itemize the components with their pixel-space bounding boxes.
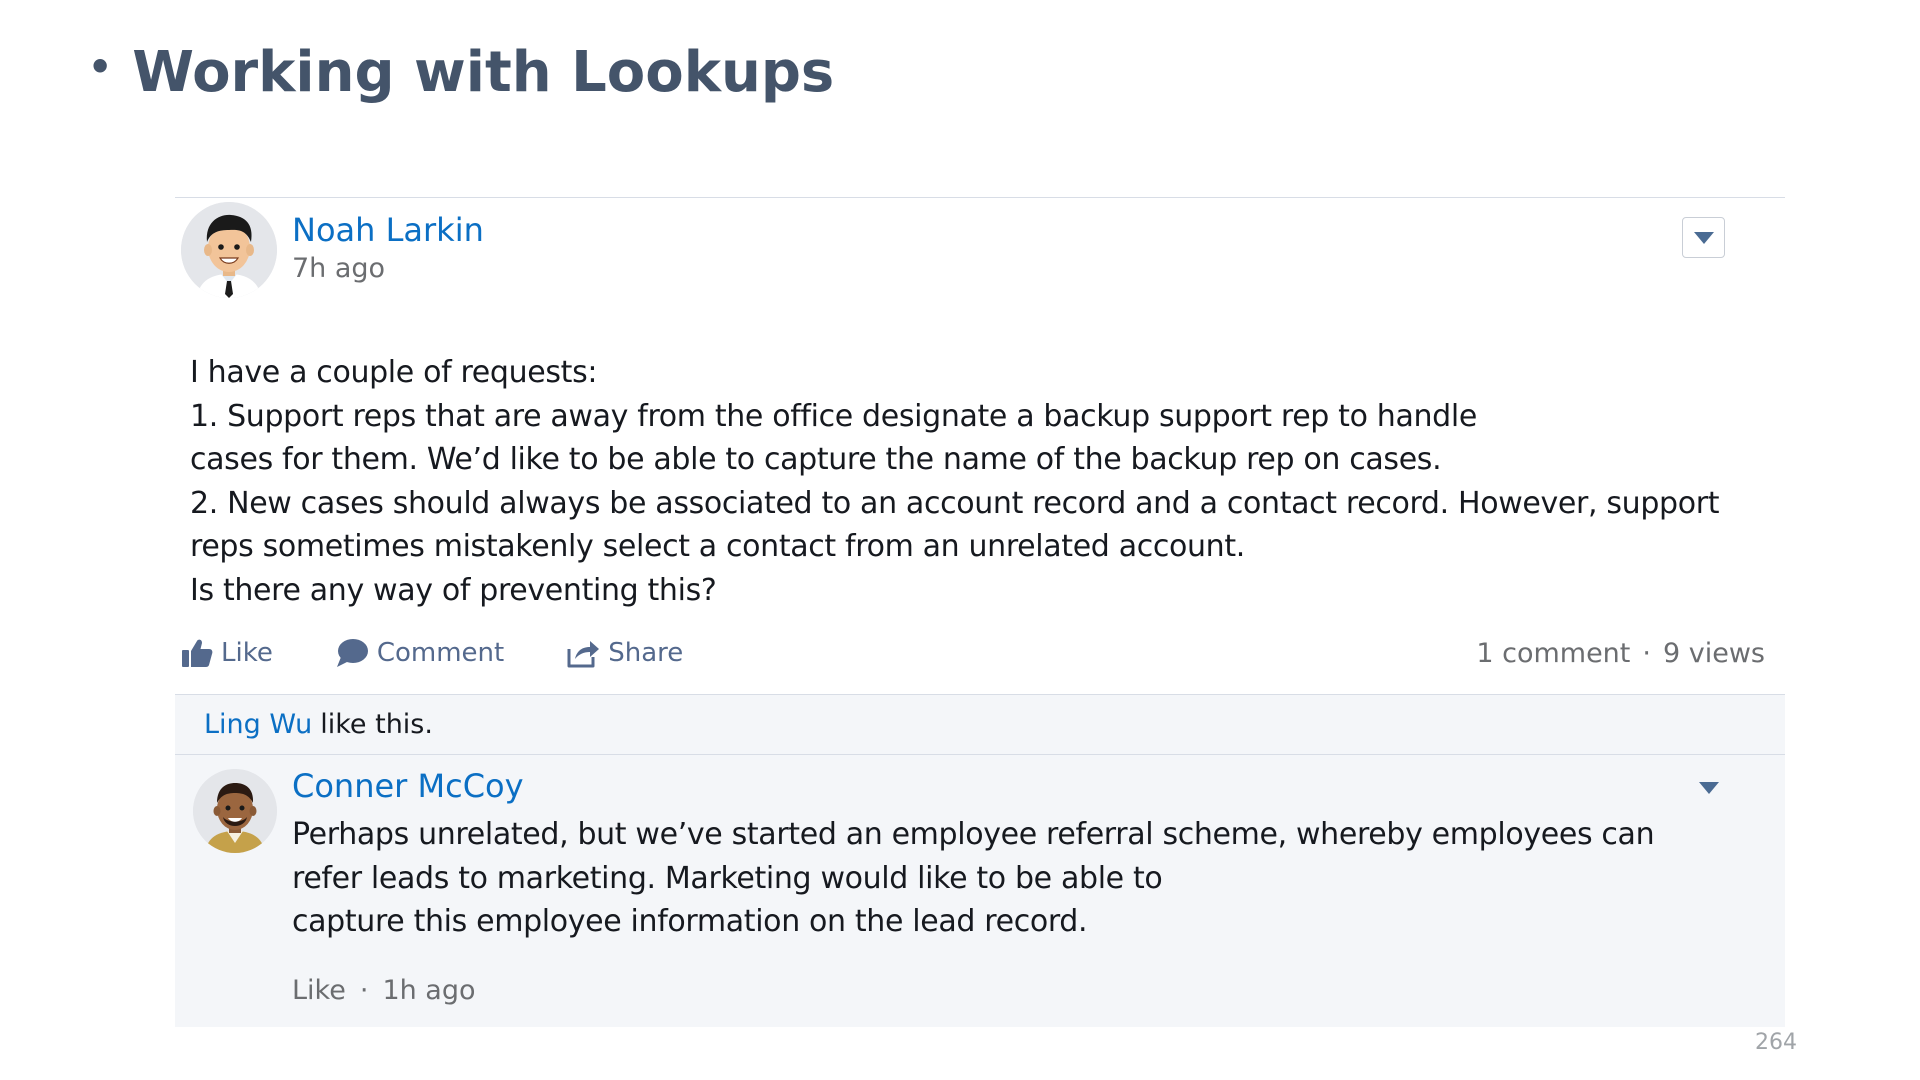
post-body <box>190 351 1750 612</box>
post-body-line: I have a couple of requests: <box>190 355 598 390</box>
thumbs-up-icon <box>181 638 213 668</box>
comment-count[interactable]: 1 comment <box>1476 637 1631 669</box>
chevron-down-icon <box>1699 782 1719 794</box>
author-avatar[interactable] <box>181 202 277 298</box>
liker-link[interactable]: Ling Wu <box>204 709 313 740</box>
comment-item <box>175 755 1785 1027</box>
comment-body-line: capture this employee information on the lead record. <box>292 904 1088 939</box>
title-bullet: • <box>88 44 113 89</box>
post-author-link[interactable]: Noah Larkin <box>292 211 484 249</box>
view-count: 9 views <box>1662 637 1765 669</box>
comment-body <box>292 813 1654 944</box>
likes-bar <box>175 694 1785 755</box>
post-body-line: 2. New cases should always be associated to an account record and a contact record. However, support <box>190 485 1720 521</box>
comment-body-line: Perhaps unrelated, but we’ve started an employee referral scheme, whereby employees can <box>292 817 1655 852</box>
comment-menu-button[interactable] <box>1693 775 1725 801</box>
post-body-line: cases for them. We’d like to be able to capture the name of the backup rep on cases. <box>190 442 1442 477</box>
post-body-line: reps sometimes mistakenly select a contact from an unrelated account. <box>190 529 1245 564</box>
chatter-post <box>175 197 1785 1027</box>
post-stats <box>1476 633 1765 673</box>
post-body-line: 1. Support reps that are away from the office designate a backup support rep to handle <box>190 398 1477 434</box>
post-menu-button[interactable] <box>1682 217 1725 258</box>
man-avatar-icon <box>181 202 277 298</box>
like-button[interactable] <box>181 638 273 668</box>
comment-bubble-icon <box>335 638 369 668</box>
slide-title-text: Working with Lookups <box>132 40 835 105</box>
comment-timestamp: 1h ago <box>382 975 476 1006</box>
comment-footer-separator: · <box>359 975 369 1006</box>
man-avatar-icon <box>193 769 277 853</box>
comment-like-link[interactable]: Like <box>292 975 346 1006</box>
page-number: 264 <box>1755 1030 1797 1055</box>
stats-separator: · <box>1642 637 1651 669</box>
commenter-avatar[interactable] <box>193 769 277 853</box>
likes-text: like this. <box>320 709 433 740</box>
share-label: Share <box>608 638 684 668</box>
post-actions <box>181 633 745 673</box>
post-body-line: Is there any way of preventing this? <box>190 572 717 608</box>
comment-footer <box>292 975 476 1006</box>
comment-button[interactable] <box>335 638 504 668</box>
comment-body-line: refer leads to marketing. Marketing would like to be able to <box>292 860 1163 896</box>
post-timestamp: 7h ago <box>292 253 386 284</box>
like-label: Like <box>221 638 273 668</box>
comment-author-link[interactable]: Conner McCoy <box>292 767 524 805</box>
share-button[interactable] <box>566 637 683 669</box>
slide-title <box>88 40 834 105</box>
comment-label: Comment <box>376 638 505 668</box>
chevron-down-icon <box>1694 232 1714 244</box>
share-icon <box>566 637 600 669</box>
